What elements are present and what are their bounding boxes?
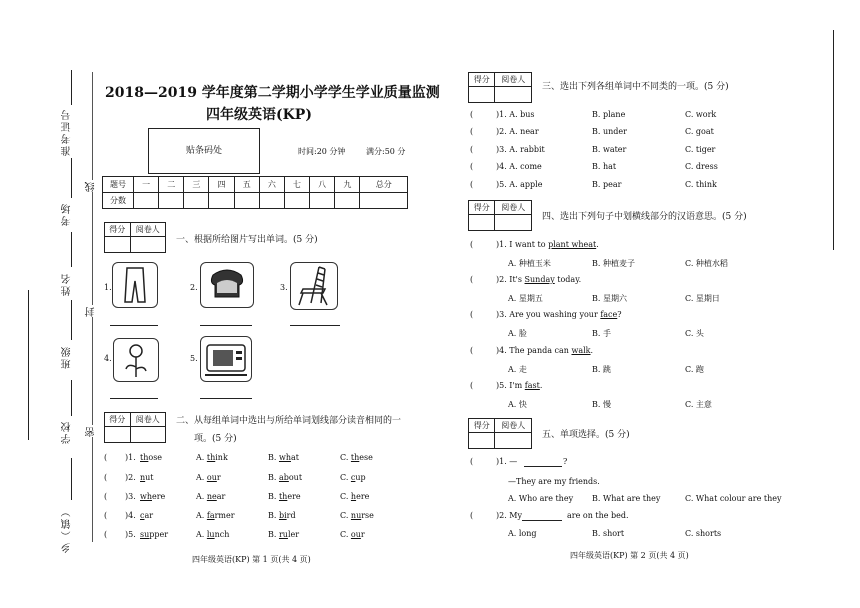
option-b[interactable] bbox=[268, 530, 299, 539]
class-line bbox=[71, 300, 72, 340]
option-a[interactable]: )4. A. come bbox=[496, 162, 542, 171]
sentence-start: )5. I'm bbox=[496, 381, 525, 390]
paren: ( bbox=[470, 275, 474, 284]
score-header-cell: 五 bbox=[234, 177, 259, 193]
paren: ( bbox=[470, 110, 474, 119]
s5-q2-option-b[interactable]: B. short bbox=[592, 529, 625, 538]
grader-box-s1 bbox=[104, 222, 166, 253]
grader-box-s3 bbox=[468, 72, 532, 103]
score-header-cell: 二 bbox=[159, 177, 184, 193]
grader-reader-cell[interactable] bbox=[495, 215, 532, 231]
option-a[interactable] bbox=[196, 511, 235, 520]
underlined-part: c bbox=[350, 473, 356, 482]
word-prefix: C. bbox=[340, 530, 351, 539]
exam-title: 2018—2019 学年度第二学期小学学生学业质量监测 bbox=[105, 85, 440, 101]
sentence bbox=[496, 275, 581, 284]
page2-footer: 四年级英语(KP) 第 2 页(共 4 页) bbox=[570, 551, 689, 560]
paren: ( bbox=[104, 511, 108, 520]
sentence-start: )4. The panda can bbox=[496, 346, 572, 355]
grader-score-label: 得分 bbox=[469, 73, 495, 87]
underlined-phrase: fast bbox=[524, 381, 540, 390]
score-table-header-row bbox=[103, 177, 408, 193]
word-prefix: B. bbox=[268, 492, 279, 501]
score-header-cell: 题号 bbox=[103, 177, 134, 193]
s5-q1-stem: )1. — bbox=[496, 457, 518, 466]
s5-q2-end: are on the bed. bbox=[567, 511, 629, 520]
grader-reader-cell[interactable] bbox=[130, 237, 165, 253]
word-suffix: ink bbox=[215, 453, 228, 462]
option-a[interactable]: )2. A. near bbox=[496, 127, 539, 136]
word-prefix: B. bbox=[268, 511, 279, 520]
option-a[interactable]: )3. A. rabbit bbox=[496, 145, 545, 154]
grader-box-s2 bbox=[104, 412, 166, 443]
underlined-part: ab bbox=[278, 473, 289, 482]
word-prefix: C. bbox=[340, 511, 351, 520]
paren: ( bbox=[470, 457, 474, 466]
option-b[interactable]: B. 种植麦子 bbox=[592, 259, 635, 268]
cut-mark-1: 线 bbox=[86, 180, 97, 192]
sentence-start: )1. I want to bbox=[496, 240, 549, 249]
score-header-cell: 七 bbox=[284, 177, 309, 193]
sentence bbox=[496, 310, 622, 319]
score-cell[interactable] bbox=[234, 193, 259, 209]
word-prefix: B. bbox=[268, 453, 279, 462]
section2-title-cont: 项。(5 分) bbox=[194, 434, 237, 444]
underlined-phrase: walk bbox=[571, 346, 591, 355]
word-prefix: A. bbox=[196, 530, 207, 539]
option-a[interactable]: A. 脸 bbox=[508, 329, 527, 338]
word-suffix: rmer bbox=[214, 511, 235, 520]
s5-q2-option-c[interactable]: C. shorts bbox=[685, 529, 722, 538]
grader-score-cell[interactable] bbox=[105, 427, 131, 443]
option-a[interactable] bbox=[196, 473, 221, 482]
paren: ( bbox=[470, 145, 474, 154]
paren: ( bbox=[470, 310, 474, 319]
option-b[interactable]: B. pear bbox=[592, 180, 622, 189]
word-prefix: B. bbox=[268, 473, 279, 482]
option-c[interactable]: C. 种植水稻 bbox=[685, 259, 728, 268]
underlined-part: c bbox=[140, 511, 145, 520]
score-table bbox=[102, 176, 408, 209]
underlined-part: ou bbox=[350, 530, 361, 539]
underlined-part: lu bbox=[206, 530, 215, 539]
score-header-cell: 一 bbox=[134, 177, 159, 193]
s5-q2-blank[interactable] bbox=[522, 520, 562, 521]
underlined-phrase: plant wheat bbox=[548, 240, 597, 249]
option-b[interactable] bbox=[268, 511, 296, 520]
option-c[interactable]: C. 星期日 bbox=[685, 294, 720, 303]
option-c[interactable]: C. 头 bbox=[685, 329, 704, 338]
cut-mark-3: 密 bbox=[86, 425, 97, 437]
option-c[interactable]: C. 主意 bbox=[685, 400, 712, 409]
option-a[interactable]: )1. A. bus bbox=[496, 110, 535, 119]
paren: ( bbox=[470, 162, 474, 171]
underlined-part: n bbox=[140, 473, 146, 482]
chair-icon bbox=[290, 262, 338, 310]
s5-q2-stem: )2. My bbox=[496, 511, 523, 520]
option-b[interactable]: B. under bbox=[592, 127, 627, 136]
grader-score-cell[interactable] bbox=[469, 87, 495, 103]
underlined-part: th bbox=[350, 453, 360, 462]
underlined-part: th bbox=[140, 453, 149, 462]
item-number: )5. bbox=[125, 530, 136, 539]
option-c[interactable]: C. dress bbox=[685, 162, 718, 171]
town-label: 乡（镇） bbox=[62, 505, 73, 553]
item-number: )1. bbox=[125, 453, 136, 462]
sentence bbox=[496, 381, 542, 390]
option-b[interactable]: B. 星期六 bbox=[592, 294, 627, 303]
pic-num-2: 2. bbox=[190, 283, 198, 292]
word-suffix: out bbox=[288, 473, 303, 482]
pic-num-3: 3. bbox=[280, 283, 288, 292]
paren: ( bbox=[470, 180, 474, 189]
sentence-end: . bbox=[539, 381, 543, 390]
grader-score-label: 得分 bbox=[105, 223, 131, 237]
grader-box-s4 bbox=[468, 200, 532, 231]
sentence-end: . bbox=[596, 240, 599, 249]
option-b[interactable] bbox=[268, 473, 302, 482]
score-header-cell: 三 bbox=[184, 177, 209, 193]
word-suffix: at bbox=[290, 453, 299, 462]
score-cell[interactable] bbox=[209, 193, 234, 209]
option-b[interactable]: B. water bbox=[592, 145, 627, 154]
underlined-phrase: Sunday bbox=[524, 275, 555, 284]
word-suffix: r bbox=[216, 473, 221, 482]
item-number: )2. bbox=[125, 473, 136, 482]
option-c[interactable]: C. work bbox=[685, 110, 717, 119]
section2-title: 二、从每组单词中选出与所给单词划线部分读音相同的一 bbox=[176, 416, 402, 426]
score-row-label: 分数 bbox=[103, 193, 134, 209]
word-prefix: A. bbox=[196, 492, 207, 501]
exam-no-line bbox=[71, 70, 72, 105]
s5-q1-end: ? bbox=[563, 457, 568, 466]
option-c[interactable]: C. goat bbox=[685, 127, 714, 136]
grader-reader-cell[interactable] bbox=[495, 433, 532, 449]
name-line bbox=[71, 232, 72, 267]
grader-reader-label: 阅卷人 bbox=[130, 413, 165, 427]
computer-icon bbox=[200, 336, 252, 382]
option-c[interactable] bbox=[340, 473, 366, 482]
option-b[interactable]: B. 慢 bbox=[592, 400, 611, 409]
grader-score-label: 得分 bbox=[105, 413, 131, 427]
exam-full-score: 满分:50 分 bbox=[366, 147, 406, 156]
exam-no-label: 准考证号 bbox=[62, 108, 73, 156]
sentence bbox=[496, 240, 599, 249]
underlined-part: wh bbox=[278, 453, 291, 462]
grader-reader-cell[interactable] bbox=[495, 87, 532, 103]
pants-icon bbox=[112, 262, 158, 308]
grader-box-s5 bbox=[468, 418, 532, 449]
word-suffix: rse bbox=[361, 511, 374, 520]
grader-reader-cell[interactable] bbox=[130, 427, 165, 443]
option-b[interactable]: B. hat bbox=[592, 162, 617, 171]
word-suffix: ese bbox=[359, 453, 373, 462]
paren: ( bbox=[470, 381, 474, 390]
underlined-part: bi bbox=[278, 511, 287, 520]
bread-icon bbox=[200, 262, 254, 308]
score-cell[interactable] bbox=[360, 193, 408, 209]
word-prefix: C. bbox=[340, 492, 351, 501]
given-word bbox=[140, 473, 154, 482]
word-suffix: ose bbox=[148, 453, 163, 462]
word-prefix: C. bbox=[340, 453, 351, 462]
score-header-cell: 九 bbox=[335, 177, 360, 193]
town-line bbox=[71, 458, 72, 500]
pic-num-4: 4. bbox=[104, 354, 112, 363]
word-suffix: ere bbox=[356, 492, 370, 501]
section5-title: 五、单项选择。(5 分) bbox=[542, 430, 630, 440]
word-suffix: ere bbox=[152, 492, 166, 501]
score-cell[interactable] bbox=[159, 193, 184, 209]
word-suffix: ler bbox=[287, 530, 300, 539]
grader-score-label: 得分 bbox=[469, 201, 495, 215]
sentence-end: ? bbox=[617, 310, 622, 319]
word-suffix: ar bbox=[216, 492, 226, 501]
exam-time: 时间:20 分钟 bbox=[298, 147, 346, 156]
underlined-part: ne bbox=[206, 492, 217, 501]
grader-reader-label: 阅卷人 bbox=[495, 201, 532, 215]
score-cell[interactable] bbox=[310, 193, 335, 209]
option-a[interactable]: A. 种植玉米 bbox=[508, 259, 551, 268]
option-c[interactable] bbox=[340, 511, 374, 520]
grader-reader-label: 阅卷人 bbox=[495, 73, 532, 87]
paren: ( bbox=[470, 346, 474, 355]
grader-score-cell[interactable] bbox=[105, 237, 131, 253]
paren: ( bbox=[470, 511, 474, 520]
score-cell[interactable] bbox=[184, 193, 209, 209]
paren: ( bbox=[470, 127, 474, 136]
underlined-phrase: face bbox=[600, 310, 618, 319]
option-a[interactable] bbox=[196, 530, 229, 539]
item-number: )4. bbox=[125, 511, 136, 520]
s5-q1-option-b[interactable]: B. What are they bbox=[592, 494, 661, 503]
pic-num-5: 5. bbox=[190, 354, 198, 363]
answer-line-1[interactable] bbox=[110, 325, 158, 326]
paren: ( bbox=[104, 492, 108, 501]
s5-q1-option-c[interactable]: C. What colour are they bbox=[685, 494, 782, 503]
option-a[interactable] bbox=[196, 492, 225, 501]
score-cell[interactable] bbox=[259, 193, 284, 209]
underlined-part: th bbox=[206, 453, 216, 462]
answer-line-5[interactable] bbox=[200, 398, 252, 399]
grader-score-cell[interactable] bbox=[469, 215, 495, 231]
sentence bbox=[496, 346, 593, 355]
word-suffix: ere bbox=[287, 492, 301, 501]
exam-subtitle: 四年级英语(KP) bbox=[206, 107, 312, 123]
answer-line-2[interactable] bbox=[200, 325, 252, 326]
option-b[interactable] bbox=[268, 453, 299, 462]
answer-line-3[interactable] bbox=[290, 325, 340, 326]
underlined-part: ou bbox=[206, 473, 217, 482]
grader-reader-label: 阅卷人 bbox=[495, 419, 532, 433]
school-line bbox=[71, 380, 72, 416]
sentence-end: . bbox=[590, 346, 594, 355]
option-a[interactable]: )5. A. apple bbox=[496, 180, 543, 189]
cut-mark-2: 封 bbox=[86, 305, 97, 317]
paren: ( bbox=[104, 453, 108, 462]
word-suffix: rd bbox=[286, 511, 296, 520]
section1-title: 一、根据所给图片写出单词。(5 分) bbox=[176, 235, 318, 245]
word-suffix: ut bbox=[145, 473, 154, 482]
name-label: 姓名 bbox=[62, 272, 73, 296]
paren: ( bbox=[104, 473, 108, 482]
right-edge-line bbox=[833, 30, 834, 250]
class-label: 班级 bbox=[62, 345, 73, 369]
exam-room-line bbox=[71, 158, 72, 198]
s5-q1-option-a[interactable]: A. Who are they bbox=[508, 494, 574, 503]
item-number: )3. bbox=[125, 492, 136, 501]
option-c[interactable] bbox=[340, 530, 365, 539]
option-c[interactable]: C. tiger bbox=[685, 145, 716, 154]
s5-q2-option-a[interactable]: A. long bbox=[508, 529, 537, 538]
option-b[interactable]: B. 手 bbox=[592, 329, 611, 338]
option-b[interactable] bbox=[268, 492, 301, 501]
barcode-box bbox=[148, 128, 260, 174]
page1-footer: 四年级英语(KP) 第 1 页(共 4 页) bbox=[192, 555, 311, 564]
option-b[interactable]: B. 跳 bbox=[592, 365, 611, 374]
given-word bbox=[140, 530, 168, 539]
option-c[interactable]: C. 跑 bbox=[685, 365, 704, 374]
school-label: 学校 bbox=[62, 420, 73, 444]
option-a[interactable]: A. 走 bbox=[508, 365, 527, 374]
word-prefix: A. bbox=[196, 453, 207, 462]
underlined-part: wh bbox=[140, 492, 152, 501]
word-prefix: A. bbox=[196, 473, 207, 482]
score-header-cell: 六 bbox=[259, 177, 284, 193]
sentence-end: today. bbox=[554, 275, 582, 284]
section3-title: 三、选出下列各组单词中不同类的一项。(5 分) bbox=[542, 82, 729, 92]
given-word bbox=[140, 492, 165, 501]
option-c[interactable] bbox=[340, 492, 369, 501]
word-suffix: nch bbox=[214, 530, 230, 539]
pic-num-1: 1. bbox=[104, 283, 112, 292]
underlined-part: th bbox=[278, 492, 288, 501]
flower-icon bbox=[113, 338, 159, 382]
score-table-value-row bbox=[103, 193, 408, 209]
score-header-cell: 四 bbox=[209, 177, 234, 193]
given-word bbox=[140, 511, 153, 520]
barcode-label: 贴条码处 bbox=[185, 146, 222, 156]
word-prefix: C. bbox=[340, 473, 351, 482]
paren: ( bbox=[104, 530, 108, 539]
grader-reader-label: 阅卷人 bbox=[130, 223, 165, 237]
option-c[interactable]: C. think bbox=[685, 180, 717, 189]
grader-score-label: 得分 bbox=[469, 419, 495, 433]
section4-title: 四、选出下列句子中划横线部分的汉语意思。(5 分) bbox=[542, 212, 747, 222]
exam-room-label: 考场 bbox=[62, 202, 73, 226]
word-prefix: B. bbox=[268, 530, 279, 539]
score-header-cell: 总分 bbox=[360, 177, 408, 193]
option-b[interactable]: B. plane bbox=[592, 110, 626, 119]
underlined-part: su bbox=[140, 530, 150, 539]
score-header-cell: 八 bbox=[310, 177, 335, 193]
grader-score-cell[interactable] bbox=[469, 433, 495, 449]
underlined-part: fa bbox=[206, 511, 215, 520]
underlined-part: nu bbox=[350, 511, 362, 520]
score-cell[interactable] bbox=[335, 193, 360, 209]
word-suffix: pper bbox=[149, 530, 169, 539]
word-prefix: A. bbox=[196, 511, 207, 520]
paren: ( bbox=[470, 240, 474, 249]
sentence-start: )2. It's bbox=[496, 275, 525, 284]
option-a[interactable] bbox=[196, 453, 228, 462]
underlined-part: h bbox=[350, 492, 357, 501]
s5-q1-blank[interactable] bbox=[524, 466, 562, 467]
word-suffix: r bbox=[360, 530, 365, 539]
word-suffix: ar bbox=[144, 511, 154, 520]
option-a[interactable]: A. 星期五 bbox=[508, 294, 543, 303]
score-cell[interactable] bbox=[134, 193, 159, 209]
given-word bbox=[140, 453, 162, 462]
option-c[interactable] bbox=[340, 453, 373, 462]
score-cell[interactable] bbox=[284, 193, 309, 209]
binding-edge-line bbox=[28, 290, 29, 440]
sentence-start: )3. Are you washing your bbox=[496, 310, 601, 319]
s5-q1-response: —They are my friends. bbox=[508, 477, 600, 486]
option-a[interactable]: A. 快 bbox=[508, 400, 527, 409]
underlined-part: ru bbox=[278, 530, 288, 539]
answer-line-4[interactable] bbox=[110, 398, 158, 399]
word-suffix: up bbox=[355, 473, 366, 482]
